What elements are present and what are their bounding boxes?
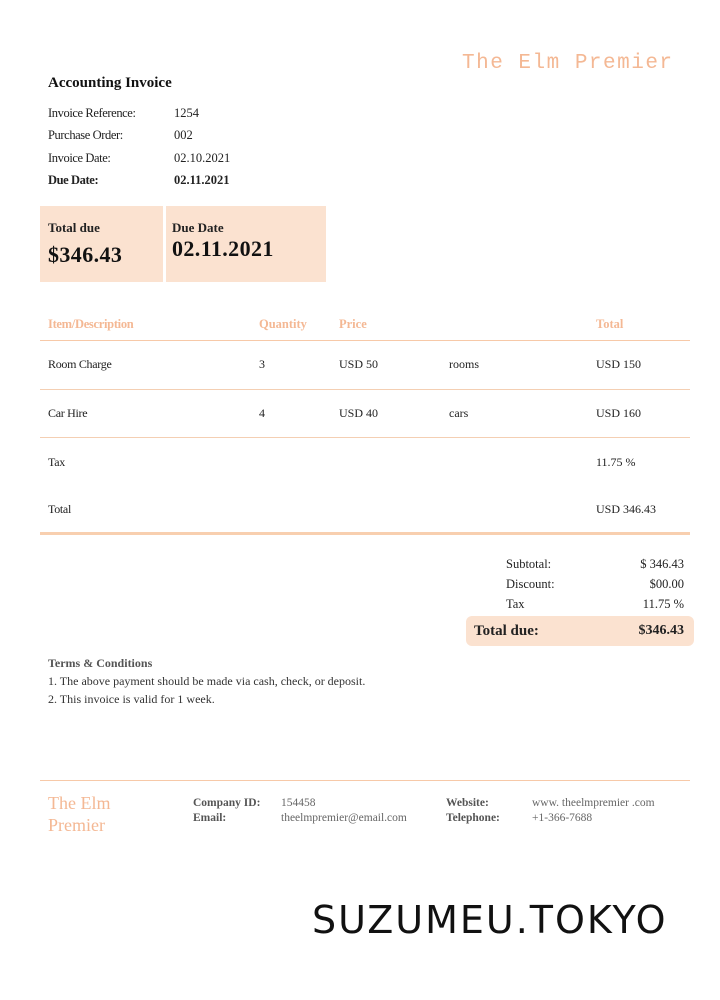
meta-row-invoice-date [48, 147, 230, 170]
table-row [40, 487, 690, 536]
tax-row [466, 594, 694, 614]
footer-contact-labels [446, 796, 500, 826]
totals-block [466, 554, 694, 646]
items-table [40, 308, 690, 535]
cell-price: USD 40 [339, 405, 379, 420]
website-value[interactable]: www. theelmpremier .com [532, 797, 655, 809]
tax-label: Tax [506, 596, 525, 611]
footer-brand-line: The Elm [48, 793, 111, 813]
cell-description: Car Hire [48, 405, 88, 420]
summary-due-value: 02.11.2021 [172, 236, 274, 261]
summary-total-label: Total due [48, 220, 100, 235]
table-row [40, 438, 690, 487]
cell-unit: cars [449, 405, 469, 420]
invoice-heading: Accounting Invoice [48, 75, 172, 91]
footer-brand-line: Premier [48, 815, 105, 835]
website-label: Website: [446, 797, 489, 809]
header-item: Item/Description [48, 316, 134, 331]
terms-line: 2. This invoice is valid for 1 week. [48, 692, 215, 706]
cell-total: USD 150 [596, 357, 642, 372]
discount-row [466, 574, 694, 594]
invoice-meta [48, 102, 230, 192]
header-total: Total [596, 316, 624, 331]
brand-title: The Elm Premier [462, 52, 674, 75]
meta-label: Invoice Reference: [48, 105, 136, 120]
summary-total-value: $346.43 [48, 242, 123, 267]
discount-value: $00.00 [649, 576, 684, 591]
subtotal-row [466, 554, 694, 574]
email-value[interactable]: theelmpremier@email.com [281, 812, 407, 824]
meta-label: Purchase Order: [48, 128, 123, 143]
items-header-row [40, 308, 690, 341]
terms-line: 1. The above payment should be made via cash, check, or deposit. [48, 674, 366, 688]
tax-value: 11.75 % [642, 596, 684, 611]
discount-label: Discount: [506, 576, 555, 591]
cell-description: Tax [48, 454, 65, 469]
cell-total: USD 346.43 [596, 501, 657, 516]
grand-total-value: $346.43 [638, 623, 684, 638]
terms-section [48, 654, 365, 708]
cell-total: USD 160 [596, 405, 642, 420]
meta-value: 002 [174, 128, 193, 143]
meta-label: Invoice Date: [48, 150, 111, 165]
footer-contact-values [532, 796, 655, 826]
meta-value: 02.11.2021 [174, 173, 230, 188]
meta-value: 1254 [174, 105, 199, 120]
cell-quantity: 4 [259, 405, 265, 420]
subtotal-label: Subtotal: [506, 556, 552, 571]
telephone-value: +1-366-7688 [532, 812, 593, 824]
cell-description: Total [48, 501, 71, 516]
footer-divider [40, 780, 690, 781]
meta-label: Due Date: [48, 173, 99, 188]
company-id-value: 154458 [281, 797, 316, 809]
watermark: SUZUMEU.TOKYO [312, 898, 668, 942]
company-id-label: Company ID: [193, 797, 261, 809]
footer-brand [48, 792, 158, 836]
meta-row-due-date [48, 170, 230, 193]
terms-title: Terms & Conditions [48, 656, 153, 670]
meta-value: 02.10.2021 [174, 150, 231, 165]
header-price: Price [339, 316, 367, 331]
cell-price: USD 50 [339, 357, 379, 372]
cell-quantity: 3 [259, 357, 265, 372]
telephone-label: Telephone: [446, 812, 500, 824]
cell-unit: rooms [449, 357, 479, 372]
cell-description: Room Charge [48, 357, 112, 372]
meta-row-reference [48, 102, 230, 125]
footer-company-labels [193, 796, 260, 826]
email-label: Email: [193, 812, 227, 824]
meta-row-purchase-order [48, 125, 230, 148]
summary-due-cell [166, 206, 274, 282]
summary-box [40, 206, 326, 282]
footer-company-values [281, 796, 407, 826]
grand-total-row [466, 616, 694, 646]
grand-total-label: Total due: [474, 622, 539, 639]
cell-total: 11.75 % [596, 454, 636, 469]
table-row [40, 390, 690, 439]
table-row [40, 341, 690, 390]
summary-total-cell [40, 206, 166, 282]
summary-due-label: Due Date [172, 220, 224, 235]
header-quantity: Quantity [259, 316, 307, 331]
subtotal-value: $ 346.43 [640, 556, 684, 571]
